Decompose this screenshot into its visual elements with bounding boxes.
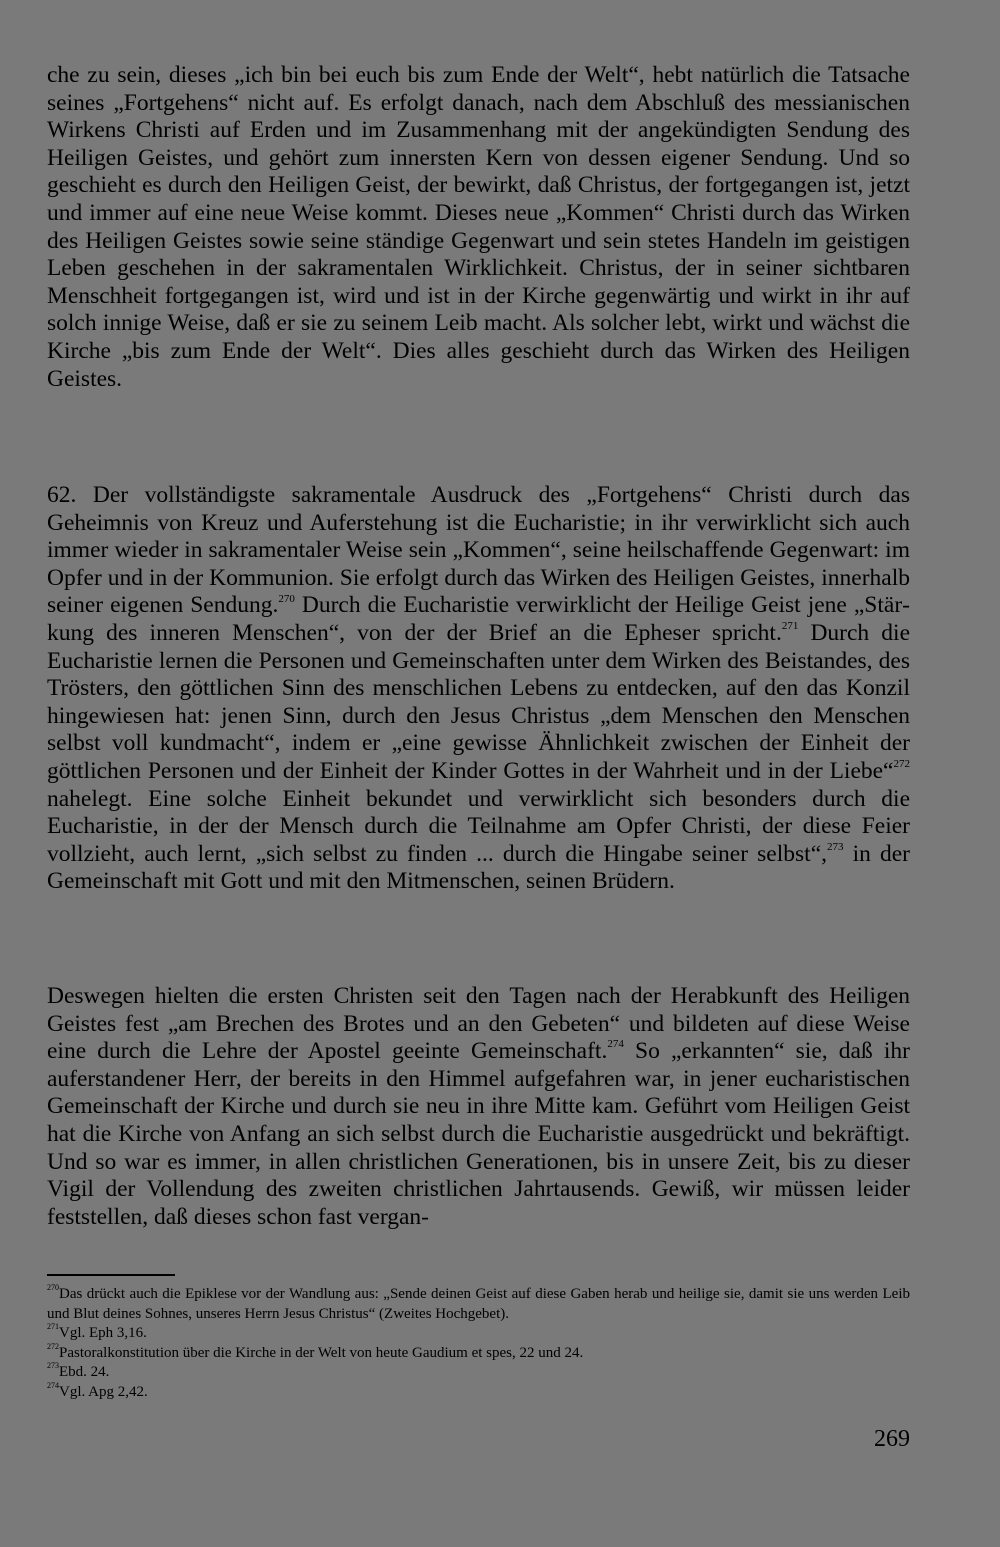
footnote-number: 274 — [47, 1380, 59, 1390]
footnote-ref-274: 274 — [607, 1038, 624, 1051]
footnote-ref-270: 270 — [278, 592, 295, 605]
footnote-text: Das drückt auch die Epiklese vor der Wandlung aus: „Sende deinen Geist auf diese Gaben herab und heilige sie, damit sie uns werden Leib und Blut deines Sohnes, unseres Herrn Jesus Christus“ (Zweites Hochgebet). — [47, 1286, 910, 1322]
footnote-text: Pastoralkonstitution über die Kirche in der Welt von heute Gaudium et spes, 22 und 24. — [59, 1344, 584, 1361]
footnotes — [47, 1285, 910, 1402]
footnote-ref-271: 271 — [781, 620, 799, 633]
footnote-ref-272: 272 — [893, 758, 910, 771]
body-paragraph-continuation — [47, 62, 910, 393]
footnote-number: 270 — [47, 1283, 59, 1292]
paragraph-segment: nahelegt. Eine solche Einheit bekundet und verwirklicht sich besonders durch die Eucharistie, in der der Mensch durch die Teilnahme am Opfer Christi, der diese Feier vollzieht, auch lernt, „sich selbst zu finden ... durch die Hingabe seiner selbst“, — [47, 785, 910, 867]
paragraph-segment: Durch die Eucharistie verwirklicht der Heilige Geist jene „Stärkung des inneren Menschen“, von der der Brief an die Epheser spricht. — [47, 592, 910, 646]
body-paragraph-early-christians — [47, 983, 910, 1231]
footnote-separator — [47, 1274, 175, 1276]
paragraph-segment: Deswegen hielten die ersten Christen seit den Tagen nach der Herabkunft des Heiligen Geistes fest „am Brechen des Brotes und an den Gebeten“ und bildeten auf diese Weise eine durch die Lehre der Apostel geeinte Gemeinschaft. — [47, 983, 910, 1065]
page-content — [47, 0, 910, 1547]
paragraph-text — [47, 482, 910, 896]
paragraph-segment: in der Gemeinschaft mit Gott und mit den Mitmenschen, seinen Brüdern. — [47, 840, 910, 895]
paragraph-segment: So „erkannten“ sie, daß ihr auferstandener Herr, der bereits in den Himmel aufgefahren war, in jener eucharistischen Gemeinschaft der Kirche und durch sie neu in ihre Mitte kam. Geführt vom Heiligen Geist hat die Kirche von Anfang an sich selbst durch die Eucharistie ausgedrückt und bekräftigt. Und so war es immer, in allen christlichen Generationen, bis in unsere Zeit, bis zu dieser Vigil der Vollendung des zweiten christlichen Jahrtausends. Gewiß, wir müssen leider feststellen, daß dieses schon fast vergan- — [47, 1038, 911, 1230]
footnote-ref-273: 273 — [827, 840, 844, 853]
footnote-272 — [47, 1341, 910, 1364]
footnote-number: 273 — [47, 1361, 59, 1370]
body-paragraph-62 — [47, 482, 910, 896]
footnote-271 — [47, 1324, 910, 1344]
paragraph-text — [47, 983, 910, 1231]
footnote-number: 271 — [47, 1322, 59, 1331]
footnote-270 — [47, 1285, 910, 1324]
footnote-text: Vgl. Apg 2,42. — [59, 1383, 148, 1400]
paragraph-segment: Durch die Eucharistie lernen die Personen und Gemeinschaften unter dem Wirken des Beistandes, des Trösters, den göttlichen Sinn des menschlichen Lebens zu entdecken, auf den das Konzil hingewiesen hat: jenen Sinn, durch den Jesus Christus „dem Menschen den Menschen selbst voll kundmacht“, indem er „eine gewisse Ähnlichkeit zwischen der Einheit der göttlichen Personen und der Einheit der Kinder Gottes in der Wahrheit und in der Liebe“ — [47, 619, 910, 784]
footnote-number: 272 — [47, 1341, 59, 1351]
footnote-text: Vgl. Eph 3,16. — [59, 1325, 147, 1341]
paragraph-segment: 62. Der vollständigste sakramentale Ausdruck des „Fortgehens“ Christi durch das Geheimnis von Kreuz und Auferstehung ist die Eucharistie; in ihr verwirklicht sich auch immer wieder in sakramentaler Weise sein „Kommen“, seine heilschaffende Gegenwart: im Opfer und in der Kommunion. Sie erfolgt durch das Wirken des Heiligen Geistes, innerhalb seiner eigenen Sendung. — [47, 482, 910, 619]
footnote-274 — [47, 1380, 910, 1403]
footnote-273 — [47, 1363, 910, 1383]
page-number: 269 — [874, 1426, 910, 1452]
footnote-text: Ebd. 24. — [59, 1364, 110, 1380]
paragraph-text: che zu sein, dieses „ich bin bei euch bis zum Ende der Welt“, hebt natürlich die Tatsache seines „Fortgehens“ nicht auf. Es erfolgt danach, nach dem Abschluß des messianischen Wirkens Christi auf Erden und im Zusammenhang mit der angekündigten Sendung des Heiligen Geistes, und gehört zum innersten Kern von dessen eigener Sendung. Und so geschieht es durch den Heiligen Geist, der bewirkt, daß Christus, der fortgegangen ist, jetzt und immer auf eine neue Weise kommt. Dieses neue „Kommen“ Christi durch das Wirken des Heiligen Geistes sowie seine ständige Gegenwart und sein stetes Handeln im geistigen Leben geschehen in der sakramentalen Wirklichkeit. Christus, der in seiner sichtbaren Menschheit fortgegangen ist, wird und ist in der Kirche gegenwärtig und wirkt in ihr auf solch innige Weise, daß er sie zu seinem Leib macht. Als solcher lebt, wirkt und wächst die Kirche „bis zum Ende der Welt“. Dies alles geschieht durch das Wirken des Heiligen Geistes. — [47, 62, 910, 392]
